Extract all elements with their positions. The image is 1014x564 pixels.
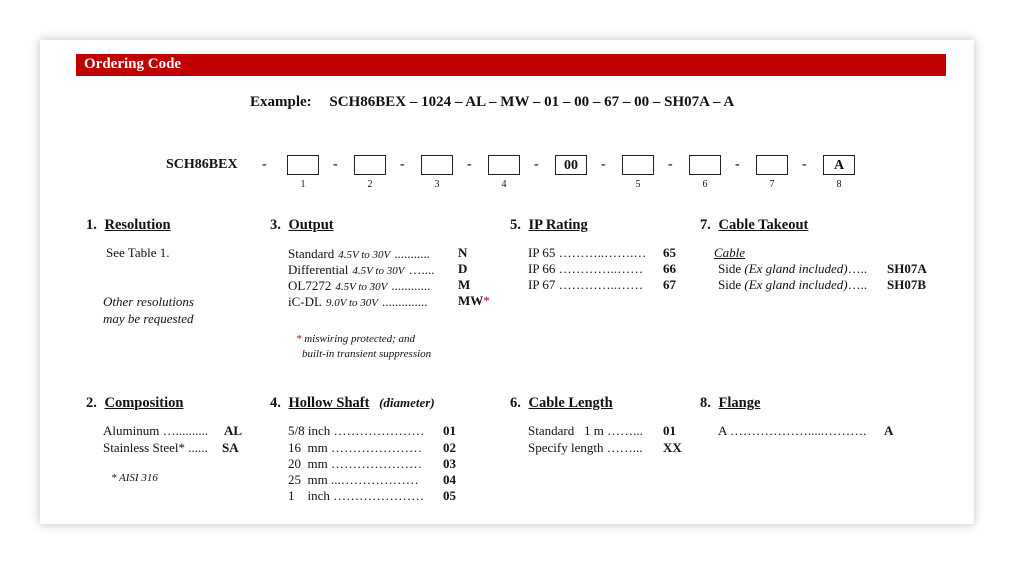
code-dash: - xyxy=(467,157,472,172)
code-box-6 xyxy=(689,155,721,175)
option-name: 20 mm xyxy=(288,456,328,471)
output-row xyxy=(288,293,428,311)
section-composition-heading xyxy=(86,395,183,412)
code-dash: - xyxy=(601,157,606,172)
section-number: 1. xyxy=(86,217,97,233)
section-title: Cable Takeout xyxy=(718,217,809,233)
section-number: 7. xyxy=(700,217,711,233)
option-code: N xyxy=(458,245,468,260)
option-code: 65 xyxy=(663,245,676,260)
example-label: Example: xyxy=(250,94,312,110)
section-resolution-heading xyxy=(86,217,171,234)
output-footnote-1 xyxy=(296,333,415,345)
option-name: Aluminum xyxy=(103,423,160,438)
asterisk: * xyxy=(483,293,490,308)
code-dash: - xyxy=(668,157,673,172)
code-dash: - xyxy=(802,157,807,172)
option-code: SH07B xyxy=(887,277,927,292)
leader-dots: ...... xyxy=(188,440,208,455)
section-hollow-shaft-heading xyxy=(270,395,435,412)
ip-row xyxy=(528,277,643,293)
leader-dots: ………………… xyxy=(330,456,422,471)
base-model: SCH86BEX xyxy=(166,157,238,172)
option-name: iC-DL xyxy=(288,294,322,309)
option-code: 01 xyxy=(443,423,456,438)
leader-dots: .............. xyxy=(382,294,428,309)
section-number: 4. xyxy=(270,395,281,411)
option-code: AL xyxy=(224,423,243,438)
resolution-see-table: See Table 1. xyxy=(106,245,170,260)
leader-dots: ………………… xyxy=(330,440,422,455)
option-name: Differential xyxy=(288,262,349,277)
box-number: 2 xyxy=(367,179,373,190)
option-code: 66 xyxy=(663,261,676,276)
code-box-3 xyxy=(421,155,453,175)
code-dash: - xyxy=(400,157,405,172)
box-number: 4 xyxy=(501,179,507,190)
option-detail: (Ex gland included) xyxy=(744,277,848,292)
option-code: 03 xyxy=(443,456,456,471)
section-title: Composition xyxy=(104,395,184,411)
option-code: SA xyxy=(222,440,239,455)
leader-dots: ……... xyxy=(606,440,643,455)
option-code: D xyxy=(458,261,468,276)
resolution-note-1: Other resolutions xyxy=(103,294,194,309)
shaft-row xyxy=(288,423,425,439)
leader-dots: ….... xyxy=(408,262,435,277)
code-dash: - xyxy=(534,157,539,172)
option-code: 02 xyxy=(443,440,456,455)
box-number: 6 xyxy=(702,179,708,190)
box-number: 1 xyxy=(300,179,306,190)
option-name: 5/8 inch xyxy=(288,423,331,438)
section-title: IP Rating xyxy=(528,217,588,233)
leader-dots: ………………… xyxy=(333,423,425,438)
flange-row xyxy=(718,423,866,439)
composition-footnote: * AISI 316 xyxy=(111,472,158,484)
section-number: 2. xyxy=(86,395,97,411)
code-dash: - xyxy=(262,157,267,172)
code-box-7 xyxy=(756,155,788,175)
box-number: 5 xyxy=(635,179,641,190)
section-cable-length-heading xyxy=(510,395,613,412)
option-code-text: MW xyxy=(458,293,484,308)
leader-dots: ……... xyxy=(607,423,643,438)
section-number: 5. xyxy=(510,217,521,233)
option-detail: (Ex gland included) xyxy=(744,261,848,276)
option-name: Stainless Steel* xyxy=(103,440,185,455)
section-cable-takeout-heading xyxy=(700,217,808,234)
section-output-heading xyxy=(270,217,334,234)
example-code: SCH86BEX – 1024 – AL – MW – 01 – 00 – 67 – 00 – SH07A – A xyxy=(329,94,735,110)
header-title: Ordering Code xyxy=(84,56,182,72)
ip-row xyxy=(528,245,646,261)
option-code: 04 xyxy=(443,472,456,487)
section-flange-heading xyxy=(700,395,760,412)
leader-dots: ….. xyxy=(847,261,868,276)
code-dash: - xyxy=(333,157,338,172)
code-box-1 xyxy=(287,155,319,175)
code-box-5 xyxy=(622,155,654,175)
shaft-row xyxy=(288,456,422,472)
section-title: Output xyxy=(288,217,334,233)
option-name: Specify length xyxy=(528,440,604,455)
ip-row xyxy=(528,261,643,277)
option-name: Side xyxy=(718,277,742,292)
output-footnote-2: built-in transient suppression xyxy=(302,348,432,360)
section-title: Flange xyxy=(718,395,761,411)
leader-dots: ............ xyxy=(391,278,431,293)
option-name: IP 67 xyxy=(528,277,556,292)
leader-dots: …………..…… xyxy=(558,261,644,276)
asterisk: * xyxy=(296,333,302,345)
cable-takeout-row xyxy=(718,261,867,277)
code-box-4 xyxy=(488,155,520,175)
option-range: 4.5V to 30V xyxy=(352,265,405,277)
shaft-row xyxy=(288,488,424,504)
option-name: Side xyxy=(718,261,742,276)
cable-subheading: Cable xyxy=(714,245,746,260)
code-dash: - xyxy=(735,157,740,172)
example-line xyxy=(250,94,734,111)
option-code: XX xyxy=(663,440,682,455)
option-code: A xyxy=(884,423,894,438)
option-code xyxy=(458,293,490,309)
box-number: 3 xyxy=(434,179,440,190)
resolution-note-2: may be requested xyxy=(103,311,194,326)
leader-dots: …………..…… xyxy=(558,277,644,292)
leader-dots: ………..…….… xyxy=(558,245,647,260)
leader-dots: ...……………… xyxy=(330,472,419,487)
cable-length-row xyxy=(528,423,643,439)
cable-length-row xyxy=(528,440,642,456)
option-code: M xyxy=(458,277,471,292)
section-ip-heading xyxy=(510,217,588,234)
box-number: 7 xyxy=(769,179,775,190)
code-box-2 xyxy=(354,155,386,175)
option-name: IP 66 xyxy=(528,261,556,276)
option-name: 1 inch xyxy=(288,488,330,503)
option-name: OL7272 xyxy=(288,278,332,293)
leader-dots: ….......... xyxy=(162,423,209,438)
box-number: 8 xyxy=(836,179,842,190)
footnote-text: miswiring protected; and xyxy=(304,333,416,345)
option-range: 4.5V to 30V xyxy=(335,281,388,293)
code-box-fixed: 00 xyxy=(555,155,587,175)
leader-dots: ….. xyxy=(847,277,868,292)
section-number: 8. xyxy=(700,395,711,411)
option-code: SH07A xyxy=(887,261,927,276)
code-box-8: A xyxy=(823,155,855,175)
section-title: Resolution xyxy=(104,217,171,233)
section-number: 3. xyxy=(270,217,281,233)
option-name: A xyxy=(718,423,727,438)
composition-row xyxy=(103,440,208,456)
shaft-row xyxy=(288,440,422,456)
option-name: 16 mm xyxy=(288,440,328,455)
section-number: 6. xyxy=(510,395,521,411)
leader-dots: ……………….....………. xyxy=(729,423,867,438)
leader-dots: ........... xyxy=(394,246,431,261)
option-code: 67 xyxy=(663,277,676,292)
option-name: 25 mm xyxy=(288,472,328,487)
option-range: 4.5V to 30V xyxy=(338,249,391,261)
option-code: 01 xyxy=(663,423,676,438)
composition-row xyxy=(103,423,208,439)
option-code: 05 xyxy=(443,488,456,503)
section-title: Hollow Shaft xyxy=(288,395,370,411)
cable-takeout-row xyxy=(718,277,867,293)
leader-dots: ………………… xyxy=(333,488,425,503)
option-name: Standard xyxy=(288,246,335,261)
section-subtitle: (diameter) xyxy=(379,395,435,410)
option-name: Standard 1 m xyxy=(528,423,604,438)
shaft-row xyxy=(288,472,419,488)
section-title: Cable Length xyxy=(528,395,613,411)
option-range: 9.0V to 30V xyxy=(325,297,378,309)
option-name: IP 65 xyxy=(528,245,556,260)
header-bar xyxy=(76,54,946,76)
